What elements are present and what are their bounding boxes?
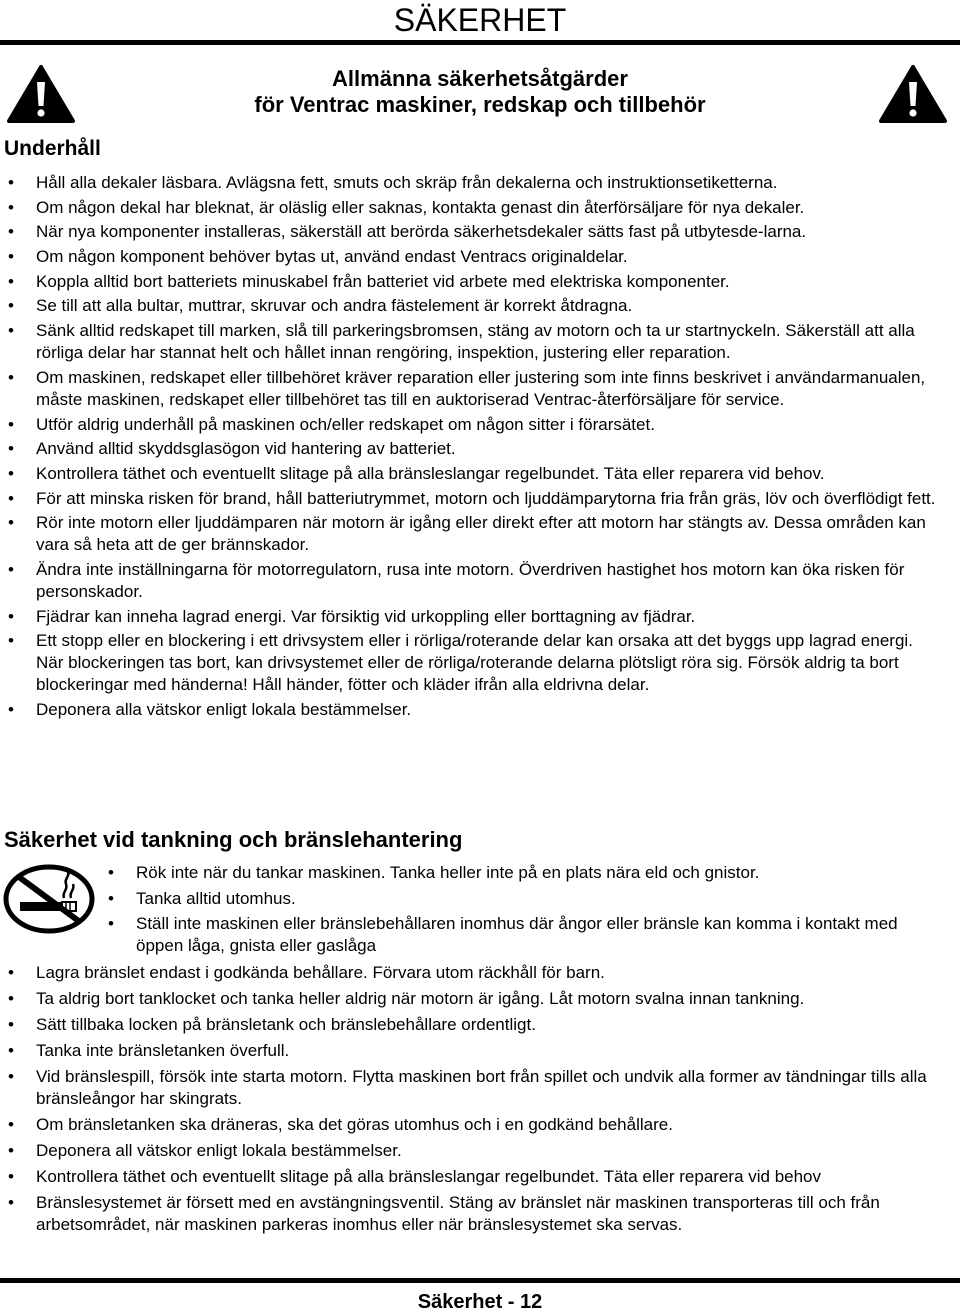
list-item: • Tanka inte bränsletanken överfull. <box>4 1040 959 1062</box>
list-item: • Sätt tillbaka locken på bränsletank och bränslebehållare ordentligt. <box>4 1014 959 1036</box>
list-item: • Lagra bränslet endast i godkända behållare. Förvara utom räckhåll för barn. <box>4 962 959 984</box>
list-item: • Ändra inte inställningarna för motorregulatorn, rusa inte motorn. Överdriven hastighet hos motorn kan öka risken för personskador. <box>4 559 939 603</box>
list-item: • Kontrollera täthet och eventuellt slitage på alla bränsleslangar regelbundet. Täta eller reparera vid behov <box>4 1166 959 1188</box>
list-item: • Deponera alla vätskor enligt lokala bestämmelser. <box>4 699 939 721</box>
list-item: • Ett stopp eller en blockering i ett drivsystem eller i rörliga/roterande delar kan orsaka att det byggs upp lagrad energi. När blockeringen tas bort, kan drivsystemet eller de rörliga/roterande delarna plötsligt röra sig. Försök aldrig ta bort blockeringar med händerna! Håll händer, fötter och kläder ifrån alla eldrivna delar. <box>4 630 939 696</box>
list-item: • För att minska risken för brand, håll batteriutrymmet, motorn och ljuddämparytorna fria från gräs, löv och överflödigt fett. <box>4 488 939 510</box>
list-item: • Ta aldrig bort tanklocket och tanka heller aldrig när motorn är igång. Låt motorn svalna innan tankning. <box>4 988 959 1010</box>
list-item: • Håll alla dekaler läsbara. Avlägsna fett, smuts och skräp från dekalerna och instruktionsetiketterna. <box>4 172 939 194</box>
list-item: • Sänk alltid redskapet till marken, slå till parkeringsbromsen, stäng av motorn och ta ur startnyckeln. Säkerställ att alla rörliga delar har stannat helt och hållet innan rengöring, inspektion, justering eller reparation. <box>4 320 939 364</box>
list-item: • Deponera all vätskor enligt lokala bestämmelser. <box>4 1140 959 1162</box>
page-footer: Säkerhet - 12 <box>417 1291 543 1313</box>
list-item: • Rök inte när du tankar maskinen. Tanka heller inte på en plats nära eld och gnistor. <box>104 862 904 884</box>
list-item: • Koppla alltid bort batteriets minuskabel från batteriet vid arbete med elektriska komponenter. <box>4 271 939 293</box>
fuel-list <box>4 962 959 1240</box>
general-safety-heading: Allmänna säkerhetsåtgärder <box>332 66 628 91</box>
list-item: • Kontrollera täthet och eventuellt slitage på alla bränsleslangar regelbundet. Täta eller reparera vid behov. <box>4 463 939 485</box>
list-item: • Bränslesystemet är försett med en avstängningsventil. Stäng av bränslet när maskinen transporteras till och från arbetsområdet, när maskinen parkeras inomhus eller när bränslesystemet ska servas. <box>4 1192 959 1236</box>
maintenance-list <box>4 172 939 724</box>
list-item: • Använd alltid skyddsglasögon vid hantering av batteriet. <box>4 438 939 460</box>
title-divider <box>0 40 960 45</box>
list-item: • Utför aldrig underhåll på maskinen och/eller redskapet om någon sitter i förarsätet. <box>4 414 939 436</box>
list-item: • Om någon komponent behöver bytas ut, använd endast Ventracs originaldelar. <box>4 246 939 268</box>
list-item: • Tanka alltid utomhus. <box>104 888 904 910</box>
no-smoking-icon <box>2 864 96 934</box>
list-item: • Fjädrar kan inneha lagrad energi. Var försiktig vid urkoppling eller borttagning av fjädrar. <box>4 606 939 628</box>
maintenance-label: Underhåll <box>4 137 101 160</box>
general-safety-subheading: för Ventrac maskiner, redskap och tillbehör <box>254 92 706 117</box>
list-item: • Om bränsletanken ska dräneras, ska det göras utomhus och i en godkänd behållare. <box>4 1114 959 1136</box>
list-item: • Se till att alla bultar, muttrar, skruvar och andra fästelement är korrekt åtdragna. <box>4 295 939 317</box>
list-item: • Vid bränslespill, försök inte starta motorn. Flytta maskinen bort från spillet och undvik alla former av tändningar tills alla bränsleångor har skingrats. <box>4 1066 959 1110</box>
list-item: • Om någon dekal har bleknat, är oläslig eller saknas, kontakta genast din återförsäljare för nya dekaler. <box>4 197 939 219</box>
footer-divider <box>0 1278 960 1283</box>
list-item: • Om maskinen, redskapet eller tillbehöret kräver reparation eller justering som inte finns beskrivet i användarmanualen, måste maskinen, redskapet eller tillbehöret tas till en auktoriserad Ventrac-återförsäljare för service. <box>4 367 939 411</box>
fuel-top-list <box>104 862 904 961</box>
list-item: • Ställ inte maskinen eller bränslebehållaren inomhus där ångor eller bränsle kan komma i kontakt med öppen låga, gnista eller gaslåga <box>104 913 904 957</box>
warning-triangle-icon <box>6 64 76 124</box>
fuel-safety-heading: Säkerhet vid tankning och bränslehantering <box>4 827 463 852</box>
warning-triangle-icon <box>878 64 948 124</box>
page-title: SÄKERHET <box>393 2 567 38</box>
list-item: • Rör inte motorn eller ljuddämparen när motorn är igång eller direkt efter att motorn har stängts av. Dessa områden kan vara så heta att de ger brännskador. <box>4 512 939 556</box>
list-item: • När nya komponenter installeras, säkerställ att berörda säkerhetsdekaler sätts fast på utbytesde-larna. <box>4 221 939 243</box>
